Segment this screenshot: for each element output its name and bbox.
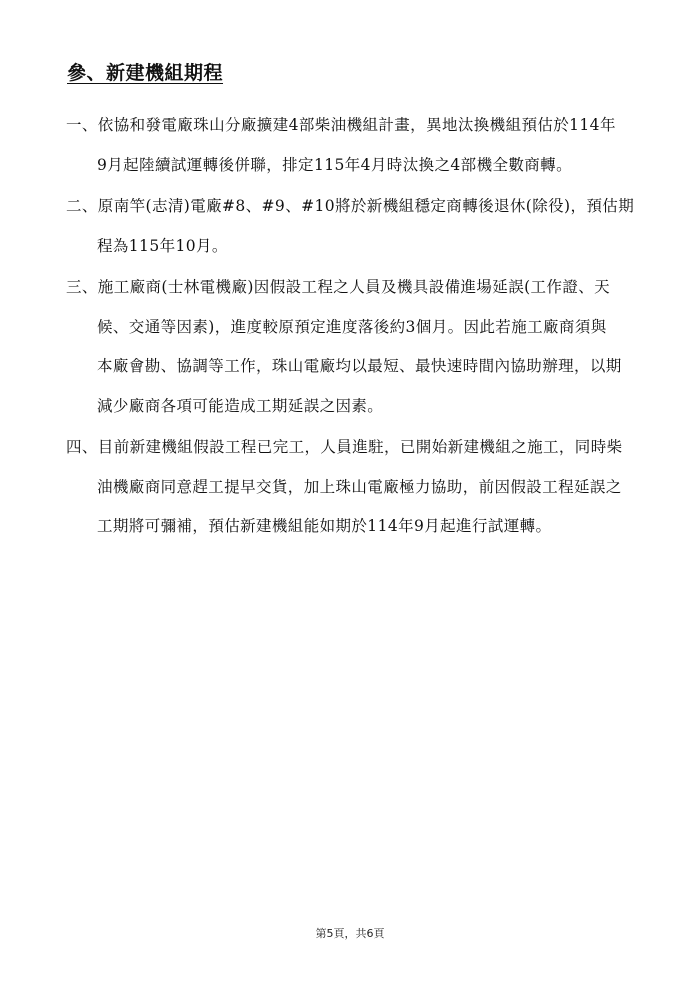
list-item-1 <box>66 106 656 185</box>
list-item-3-line-3: 本廠會勘、協調等工作，珠山電廠均以最短、最快速時間內協助辦理，以期 <box>97 357 622 375</box>
section-title: 參、新建機組期程 <box>67 62 224 84</box>
list-item-4 <box>66 428 656 547</box>
list-item-3-line-1: 三、施工廠商(士林電機廠)因假設工程之人員及機具設備進場延誤(工作證、天 <box>66 278 611 296</box>
list-item-2-line-1: 二、原南竿(志清)電廠#8、#9、#10將於新機組穩定商轉後退休(除役)，預估期 <box>66 197 635 215</box>
list-item-1-line-1: 一、依協和發電廠珠山分廠擴建4部柴油機組計畫，異地汰換機組預估於114年 <box>66 116 616 134</box>
list-item-1-line-2: 9月起陸續試運轉後併聯，排定115年4月時汰換之4部機全數商轉。 <box>97 155 572 174</box>
list-item-3-line-2: 候、交通等因素)，進度較原預定進度落後約3個月。因此若施工廠商須與 <box>97 317 607 336</box>
list-item-3-line-4: 減少廠商各項可能造成工期延誤之因素。 <box>97 396 384 415</box>
page-number-footer: 第5頁，共6頁 <box>315 927 385 940</box>
list-item-2 <box>66 187 656 266</box>
list-item-4-line-1: 四、目前新建機組假設工程已完工，人員進駐，已開始新建機組之施工，同時柴 <box>66 438 623 456</box>
list-item-4-line-3: 工期將可彌補，預估新建機組能如期於114年9月起進行試運轉。 <box>97 517 552 535</box>
list-item-3 <box>66 268 656 426</box>
list-item-2-line-2: 程為115年10月。 <box>97 236 228 255</box>
list-item-4-line-2: 油機廠商同意趕工提早交貨，加上珠山電廠極力協助，前因假設工程延誤之 <box>97 477 622 496</box>
